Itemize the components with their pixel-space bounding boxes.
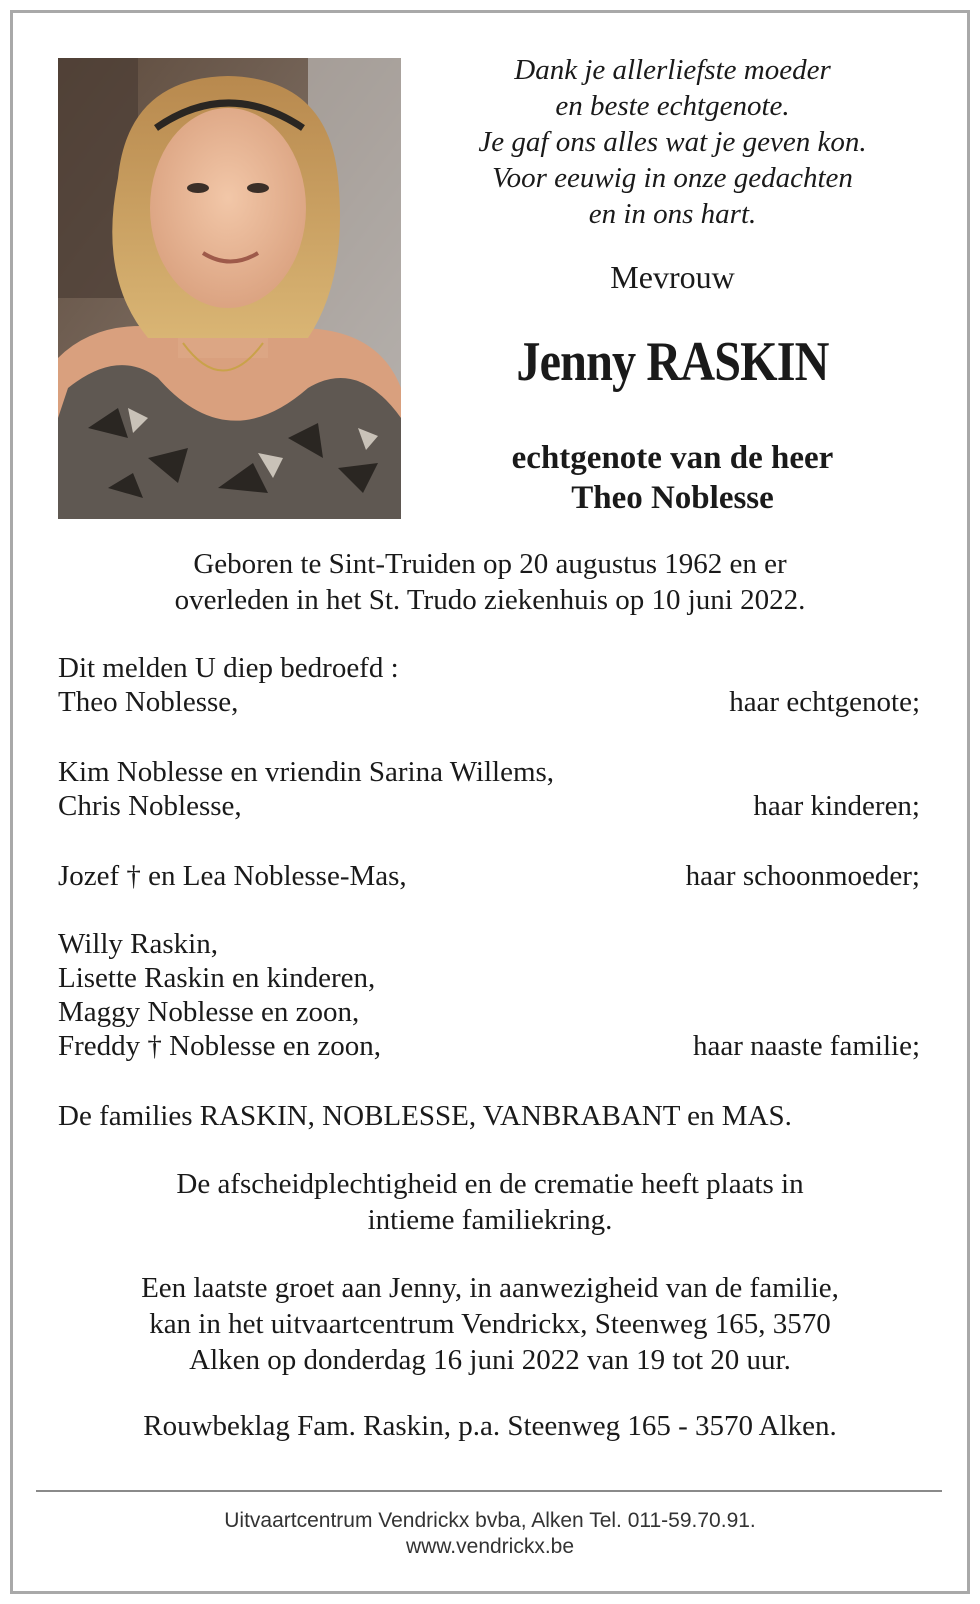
ceremony-line: intieme familiekring.	[367, 1204, 613, 1236]
mourner-relation: haar echtgenote;	[729, 686, 920, 718]
portrait-photo	[58, 58, 401, 519]
visitation-line: Een laatste groet aan Jenny, in aanwezigheid van de familie,	[141, 1272, 839, 1304]
poem-line: Dank je allerliefste moeder	[514, 54, 831, 86]
mourner-name: Jozef † en Lea Noblesse-Mas,	[58, 860, 407, 892]
poem-line: Voor eeuwig in onze gedachten	[492, 162, 853, 194]
spouse-name: Theo Noblesse	[571, 480, 774, 516]
visitation-line: kan in het uitvaartcentrum Vendrickx, Steenweg 165, 3570	[149, 1308, 831, 1340]
visitation-line: Alken op donderdag 16 juni 2022 van 19 tot 20 uur.	[189, 1344, 791, 1376]
mourner-family-3: Maggy Noblesse en zoon,	[58, 996, 360, 1028]
ceremony-line: De afscheidplechtigheid en de crematie heeft plaats in	[176, 1168, 804, 1200]
mourner-name: Theo Noblesse,	[58, 686, 239, 718]
deceased-name: Jenny RASKIN	[516, 331, 829, 393]
footer-website: www.vendrickx.be	[405, 1535, 575, 1558]
death-line: overleden in het St. Trudo ziekenhuis op 10 juni 2022.	[174, 584, 806, 616]
poem-line: en in ons hart.	[588, 198, 757, 230]
mourners-intro: Dit melden U diep bedroefd :	[58, 652, 399, 684]
condolence-address: Rouwbeklag Fam. Raskin, p.a. Steenweg 165 - 3570 Alken.	[143, 1410, 837, 1442]
spouse-line: echtgenote van de heer	[511, 440, 834, 476]
mourner-family-1: Willy Raskin,	[58, 928, 218, 960]
mourner-row-inlaws	[58, 858, 920, 894]
honorific: Mevrouw	[610, 259, 735, 295]
mourner-row-family	[58, 1028, 920, 1064]
poem-line: en beste echtgenote.	[555, 90, 790, 122]
mourner-relation: haar naaste familie;	[692, 1030, 920, 1062]
mourner-child-1: Kim Noblesse en vriendin Sarina Willems,	[58, 756, 555, 788]
mourner-relation: haar kinderen;	[753, 790, 920, 822]
poem-line: Je gaf ons alles wat je geven kon.	[478, 126, 867, 158]
footer-divider	[36, 1490, 942, 1492]
visitation-info	[40, 1270, 940, 1378]
memorial-poem	[430, 52, 915, 232]
spouse-info	[430, 438, 915, 518]
mourner-relation: haar schoonmoeder;	[685, 860, 920, 892]
footer-contact: Uitvaartcentrum Vendrickx bvba, Alken Tel. 011-59.70.91.	[224, 1509, 756, 1532]
mourner-family-2: Lisette Raskin en kinderen,	[58, 962, 376, 994]
mourner-row-children	[58, 788, 920, 824]
birth-death-info	[40, 546, 940, 618]
mourner-name: Freddy † Noblesse en zoon,	[58, 1030, 381, 1062]
birth-line: Geboren te Sint-Truiden op 20 augustus 1962 en er	[193, 548, 787, 580]
mourner-name: Chris Noblesse,	[58, 790, 242, 822]
families-line: De families RASKIN, NOBLESSE, VANBRABANT en MAS.	[58, 1100, 792, 1132]
ceremony-info	[40, 1166, 940, 1238]
mourner-row-husband	[58, 684, 920, 720]
funeral-home-footer	[40, 1508, 940, 1560]
